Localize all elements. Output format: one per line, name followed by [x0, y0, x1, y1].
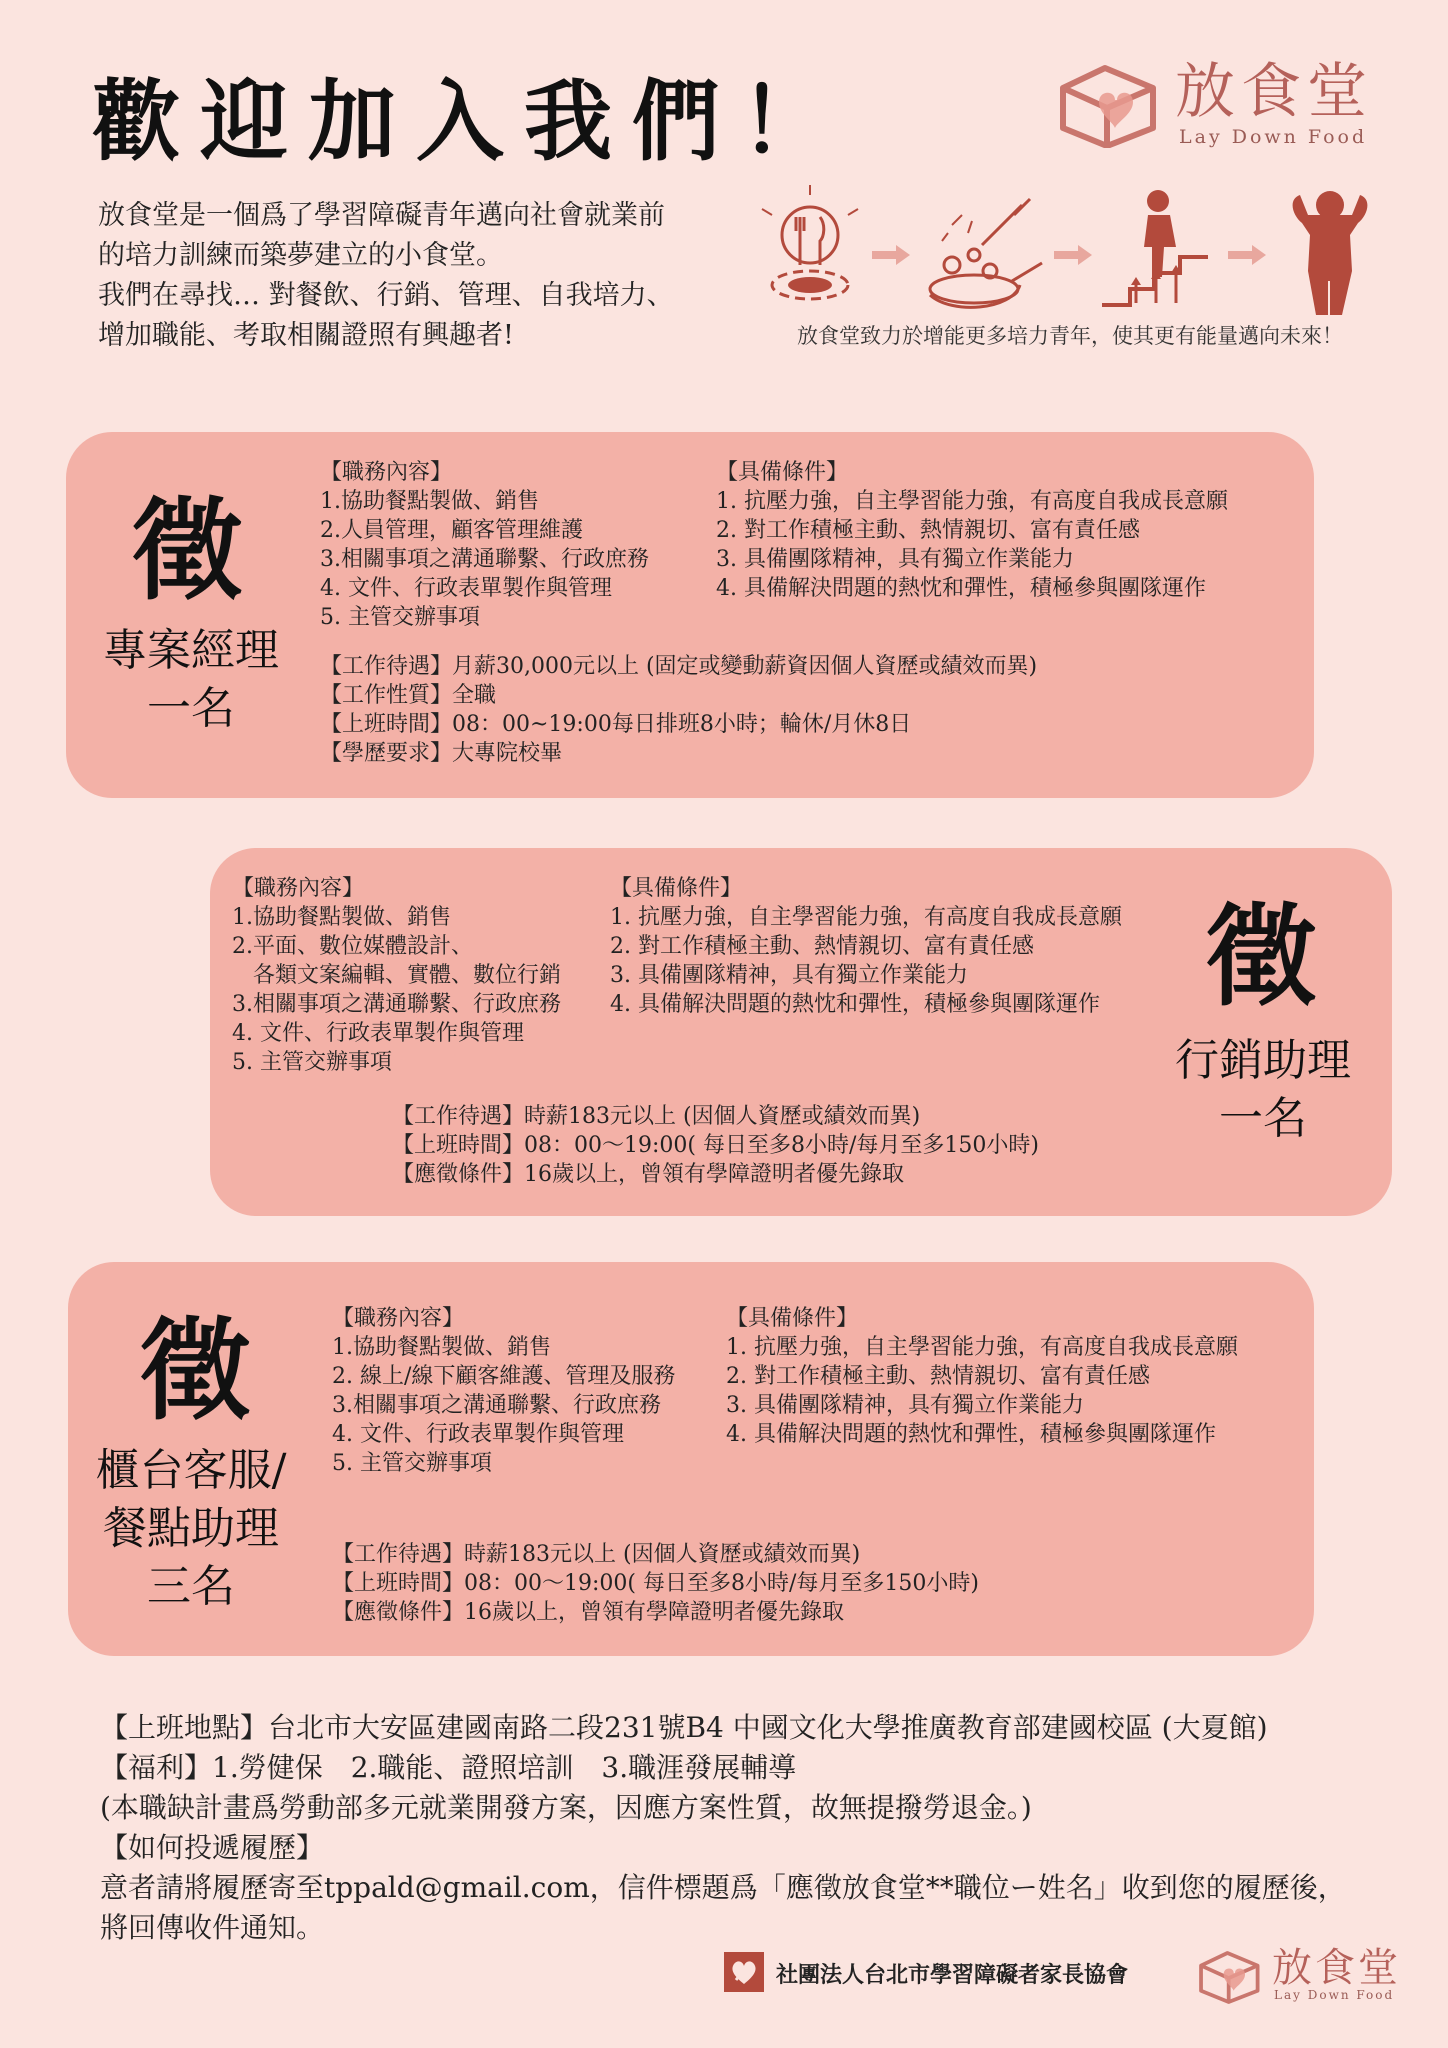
intro-line: 放食堂是一個爲了學習障礙青年邁向社會就業前	[98, 200, 665, 231]
role-title	[76, 1442, 306, 1616]
requirements-section	[716, 458, 1228, 603]
benefits: 【福利】1.勞健保 2.職能、證照培訓 3.職涯發展輔導	[100, 1751, 797, 1784]
apply-instructions: 將回傳收件通知。	[100, 1911, 325, 1944]
requirement-item: 3. 具備團隊精神，具有獨立作業能力	[610, 963, 968, 988]
role-name: 專案經理	[103, 625, 279, 676]
duty-item: 4. 文件、行政表單製作與管理	[320, 576, 612, 601]
term-item: 【學歷要求】大專院校畢	[320, 741, 563, 766]
benefits-note: (本職缺計畫爲勞動部多元就業開發方案，因應方案性質，故無提撥勞退金。)	[100, 1791, 1032, 1824]
role-title	[1148, 1032, 1378, 1148]
term-item: 【工作待遇】月薪30,000元以上 (固定或變動薪資因個人資歷或績效而異)	[320, 654, 1038, 679]
requirement-item: 1. 抗壓力強，自主學習能力強，有高度自我成長意願	[726, 1335, 1238, 1360]
role-name: 行銷助理	[1175, 1035, 1351, 1086]
duties-section	[232, 874, 561, 1077]
requirement-item: 4. 具備解決問題的熱忱和彈性，積極參與團隊運作	[716, 576, 1206, 601]
requirement-item: 2. 對工作積極主動、熱情親切、富有責任感	[726, 1364, 1150, 1389]
term-item: 【上班時間】08：00~19:00每日排班8小時；輪休/月休8日	[320, 712, 912, 737]
apply-heading: 【如何投遞履歷】	[100, 1831, 325, 1864]
apply-instructions: 意者請將履歷寄至tppald@gmail.com，信件標題爲「應徵放食堂**職位ー姓名」收到您的履歷後，	[100, 1871, 1346, 1904]
terms-section	[332, 1540, 979, 1627]
section-heading: 【具備條件】	[610, 876, 743, 901]
term-item: 【工作性質】全職	[320, 683, 497, 708]
duties-section	[320, 458, 649, 632]
duty-item: 5. 主管交辦事項	[232, 1050, 392, 1075]
growth-flow	[752, 185, 1388, 325]
role-name: 櫃台客服/	[95, 1445, 287, 1496]
role-title	[76, 622, 306, 738]
flow-caption: 放食堂致力於增能更多培力青年，使其更有能量邁向未來！	[797, 324, 1343, 348]
duty-item: 各類文案編輯、實體、數位行銷	[232, 963, 561, 988]
arrow-right-icon	[1228, 245, 1266, 265]
strong-person-icon	[1293, 191, 1368, 315]
duty-item: 1.協助餐點製做、銷售	[332, 1335, 551, 1360]
requirement-item: 3. 具備團隊精神，具有獨立作業能力	[716, 547, 1074, 572]
section-heading: 【具備條件】	[726, 1306, 859, 1331]
duty-item: 1.協助餐點製做、銷售	[320, 489, 539, 514]
intro-text	[98, 196, 738, 356]
box-heart-icon	[1196, 1946, 1262, 2004]
organization-logo-icon	[722, 1950, 766, 1994]
terms-section	[320, 652, 1037, 768]
role-name: 餐點助理	[103, 1503, 279, 1554]
duty-item: 1.協助餐點製做、銷售	[232, 905, 451, 930]
requirement-item: 4. 具備解決問題的熱忱和彈性，積極參與團隊運作	[726, 1422, 1216, 1447]
section-heading: 【職務內容】	[232, 876, 365, 901]
work-location: 【上班地點】台北市大安區建國南路二段231號B4 中國文化大學推廣教育部建國校區 (大夏館)	[100, 1711, 1268, 1744]
recruit-glyph: 徵	[132, 486, 242, 615]
duties-section	[332, 1304, 675, 1478]
term-item: 【上班時間】08：00～19:00( 每日至多8小時/每月至多150小時)	[392, 1133, 1039, 1158]
terms-section	[392, 1102, 1039, 1189]
duty-item: 5. 主管交辦事項	[320, 605, 480, 630]
term-item: 【上班時間】08：00～19:00( 每日至多8小時/每月至多150小時)	[332, 1571, 979, 1596]
duty-item: 3.相關事項之溝通聯繫、行政庶務	[320, 547, 649, 572]
duty-item: 4. 文件、行政表單製作與管理	[332, 1422, 624, 1447]
duty-item: 2.人員管理，顧客管理維護	[320, 518, 583, 543]
role-count: 一名	[147, 683, 235, 734]
intro-line: 的培力訓練而築夢建立的小食堂。	[98, 240, 503, 271]
role-count: 一名	[1219, 1093, 1307, 1144]
plate-fork-knife-icon	[762, 185, 858, 299]
page-title: 歡迎加入我們！	[92, 69, 849, 173]
brand-logo	[1055, 50, 1385, 160]
term-item: 【應徵條件】16歲以上，曾領有學障證明者優先錄取	[392, 1162, 904, 1187]
requirement-item: 4. 具備解決問題的熱忱和彈性，積極參與團隊運作	[610, 992, 1100, 1017]
requirement-item: 2. 對工作積極主動、熱情親切、富有責任感	[716, 518, 1140, 543]
logo-english-name: Lay Down Food	[1179, 126, 1368, 148]
requirement-item: 3. 具備團隊精神，具有獨立作業能力	[726, 1393, 1084, 1418]
requirements-section	[610, 874, 1122, 1019]
duty-item: 5. 主管交辦事項	[332, 1451, 492, 1476]
term-item: 【工作待遇】時薪183元以上 (因個人資歷或績效而異)	[392, 1104, 921, 1129]
bottom-info	[100, 1708, 1346, 1948]
section-heading: 【職務內容】	[320, 460, 453, 485]
duty-item: 3.相關事項之溝通聯繫、行政庶務	[232, 992, 561, 1017]
recruit-glyph: 徵	[140, 1306, 250, 1435]
duty-item: 4. 文件、行政表單製作與管理	[232, 1021, 524, 1046]
duty-item: 2. 線上/線下顧客維護、管理及服務	[332, 1364, 676, 1389]
requirement-item: 1. 抗壓力強，自主學習能力強，有高度自我成長意願	[716, 489, 1228, 514]
term-item: 【應徵條件】16歲以上，曾領有學障證明者優先錄取	[332, 1600, 844, 1625]
section-heading: 【職務內容】	[332, 1306, 465, 1331]
duty-item: 2.平面、數位媒體設計、	[232, 934, 473, 959]
role-count: 三名	[147, 1561, 235, 1612]
recruit-glyph: 徵	[1206, 892, 1316, 1021]
requirement-item: 1. 抗壓力強，自主學習能力強，有高度自我成長意願	[610, 905, 1122, 930]
intro-line: 增加職能、考取相關證照有興趣者!	[98, 320, 514, 351]
requirements-section	[726, 1304, 1238, 1449]
section-heading: 【具備條件】	[716, 460, 849, 485]
logo-name: 放食堂	[1272, 1945, 1401, 1991]
logo-name: 放食堂	[1175, 57, 1373, 127]
box-heart-icon	[1055, 58, 1160, 148]
arrow-right-icon	[1054, 245, 1092, 265]
intro-line: 我們在尋找… 對餐飲、行銷、管理、自我培力、	[98, 280, 674, 311]
duty-item: 3.相關事項之溝通聯繫、行政庶務	[332, 1393, 661, 1418]
organization-name: 社團法人台北市學習障礙者家長協會	[776, 1963, 1129, 1988]
requirement-item: 2. 對工作積極主動、熱情親切、富有責任感	[610, 934, 1034, 959]
cooking-pan-icon	[930, 199, 1042, 307]
term-item: 【工作待遇】時薪183元以上 (因個人資歷或績效而異)	[332, 1542, 861, 1567]
arrow-right-icon	[872, 245, 910, 265]
climbing-stairs-icon	[1102, 190, 1208, 305]
footer-brand-logo	[1196, 1940, 1401, 2010]
logo-english-name: Lay Down Food	[1274, 1988, 1395, 2002]
